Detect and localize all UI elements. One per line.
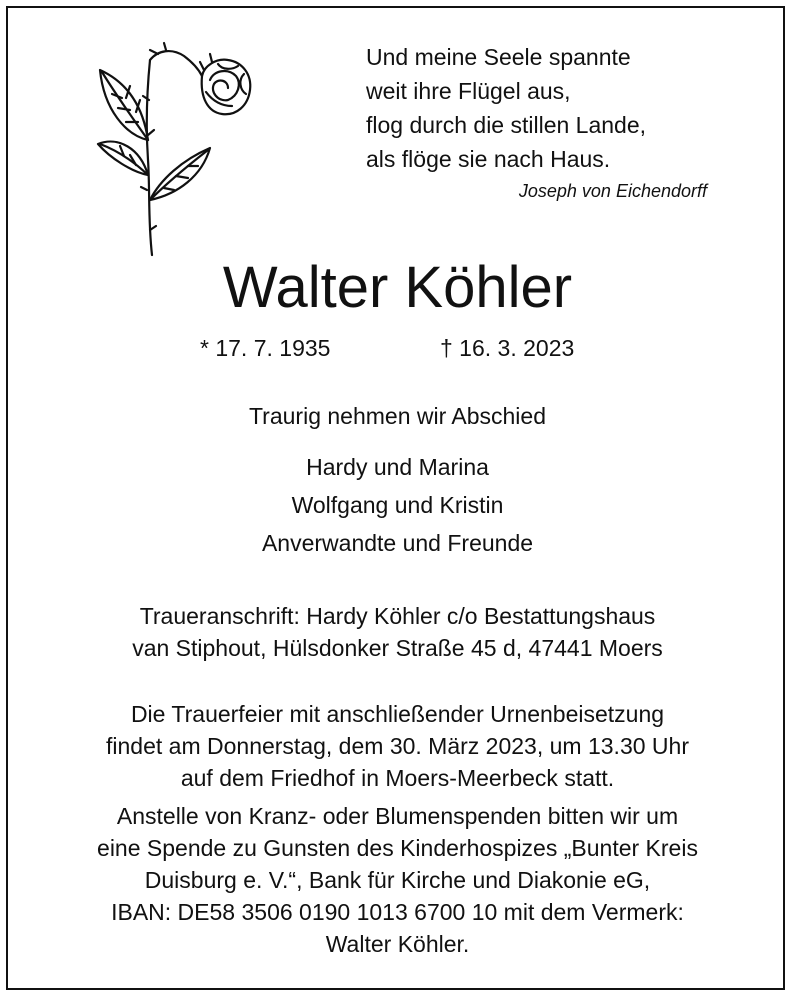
poem-author: Joseph von Eichendorff bbox=[518, 181, 707, 201]
poem-line: flog durch die stillen Lande, bbox=[366, 112, 647, 138]
family-line: Hardy und Marina bbox=[306, 454, 489, 480]
poem bbox=[366, 40, 766, 206]
ceremony-line: findet am Donnerstag, dem 30. März 2023, um 13.30 Uhr bbox=[106, 733, 689, 759]
address-line: Traueranschrift: Hardy Köhler c/o Bestattungshaus bbox=[139, 603, 656, 629]
farewell-line: Traurig nehmen wir Abschied bbox=[248, 403, 546, 429]
donation-line: Duisburg e. V.“, Bank für Kirche und Diakonie eG, bbox=[144, 867, 651, 893]
donation-line: Walter Köhler. bbox=[325, 931, 470, 957]
donation-line: IBAN: DE58 3506 0190 1013 6700 10 mit dem Vermerk: bbox=[111, 899, 684, 925]
donation-line: Anstelle von Kranz- oder Blumenspenden bitten wir um bbox=[116, 803, 679, 829]
death-date: † 16. 3. 2023 bbox=[440, 335, 575, 361]
donation-request bbox=[0, 800, 795, 960]
farewell-text bbox=[0, 398, 795, 434]
family-line: Wolfgang und Kristin bbox=[291, 492, 504, 518]
ceremony-info bbox=[0, 698, 795, 794]
poem-line: Und meine Seele spannte bbox=[366, 44, 631, 70]
poem-line: weit ihre Flügel aus, bbox=[366, 78, 571, 104]
donation-line: eine Spende zu Gunsten des Kinderhospizes „Bunter Kreis bbox=[97, 835, 698, 861]
family-list bbox=[0, 448, 795, 562]
deceased-name: Walter Köhler bbox=[222, 255, 573, 320]
rose-illustration-icon bbox=[86, 40, 266, 260]
family-line: Anverwandte und Freunde bbox=[261, 530, 534, 556]
mourning-address bbox=[0, 600, 795, 664]
poem-line: als flöge sie nach Haus. bbox=[366, 146, 611, 172]
address-line: van Stiphout, Hülsdonker Straße 45 d, 47441 Moers bbox=[132, 635, 663, 661]
birth-date: * 17. 7. 1935 bbox=[200, 335, 331, 361]
ceremony-line: Die Trauerfeier mit anschließender Urnenbeisetzung bbox=[130, 701, 665, 727]
ceremony-line: auf dem Friedhof in Moers-Meerbeck statt. bbox=[180, 765, 615, 791]
